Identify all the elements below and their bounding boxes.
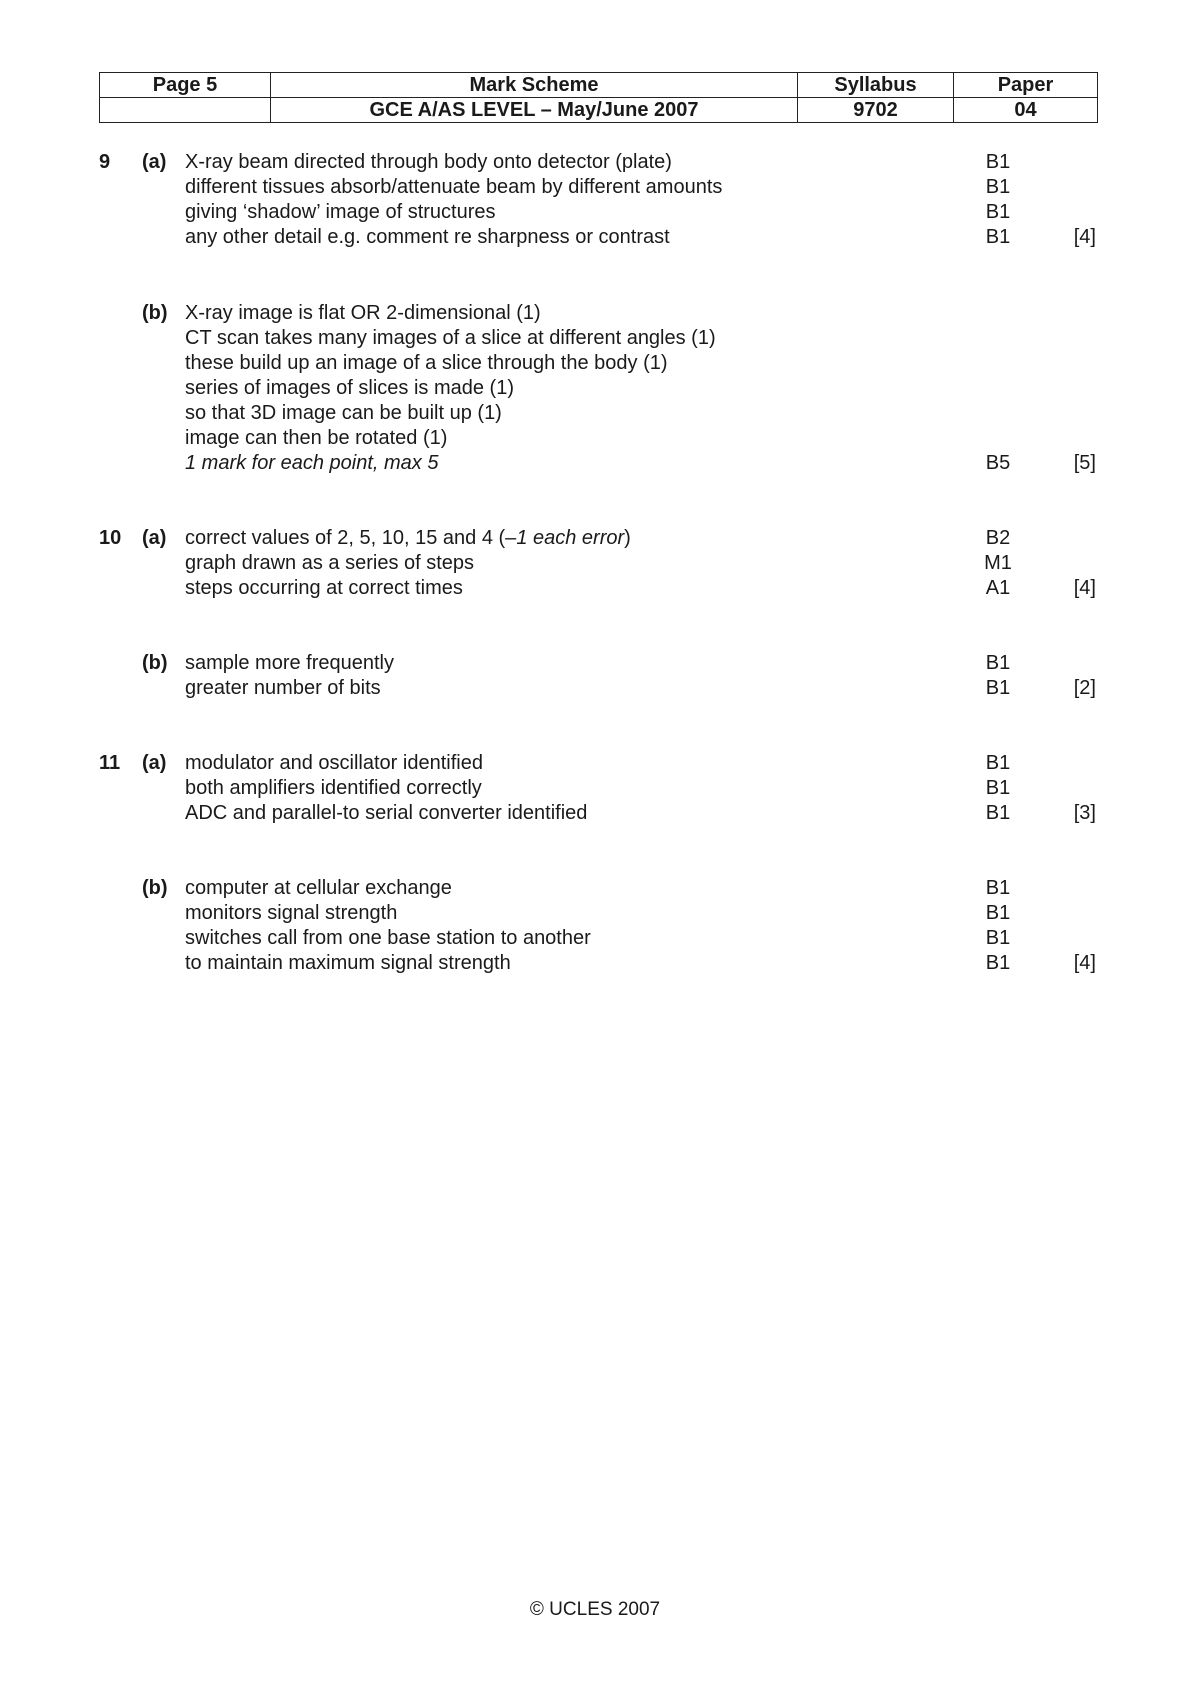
answer-text: 1 mark for each point, max 5 xyxy=(185,452,439,474)
scheme-line xyxy=(0,325,1190,351)
scheme-line xyxy=(0,300,1190,326)
page-number: Page 5 xyxy=(100,73,271,98)
answer-text: image can then be rotated (1) xyxy=(185,427,448,449)
answer-text: these build up an image of a slice through the body (1) xyxy=(185,352,668,374)
scheme-line xyxy=(0,950,1190,976)
question-part: (b) xyxy=(142,652,168,674)
mark-code: B1 xyxy=(985,652,1011,674)
question-number: 11 xyxy=(99,752,121,774)
answer-text: computer at cellular exchange xyxy=(185,877,452,899)
question-number: 9 xyxy=(99,151,111,173)
mark-code: B1 xyxy=(985,802,1011,824)
scheme-line xyxy=(0,174,1190,200)
question-part: (a) xyxy=(142,151,167,173)
mark-code: B1 xyxy=(985,201,1011,223)
scheme-line xyxy=(0,350,1190,376)
mark-code: B1 xyxy=(985,677,1011,699)
mark-code: B1 xyxy=(985,176,1011,198)
syllabus-label: Syllabus xyxy=(798,73,954,98)
header-blank-cell xyxy=(100,98,271,123)
answer-text-italic: 1 each error xyxy=(516,527,625,549)
answer-text: modulator and oscillator identified xyxy=(185,752,483,774)
answer-text: to maintain maximum signal strength xyxy=(185,952,511,974)
scheme-line xyxy=(0,199,1190,225)
mark-code: A1 xyxy=(985,577,1011,599)
mark-code: B1 xyxy=(985,777,1011,799)
header-row xyxy=(100,98,1098,123)
scheme-line xyxy=(0,400,1190,426)
mark-code: B1 xyxy=(985,877,1011,899)
answer-text xyxy=(185,525,631,551)
answer-text: different tissues absorb/attenuate beam by different amounts xyxy=(185,176,723,198)
answer-text: steps occurring at correct times xyxy=(185,577,463,599)
mark-code: B1 xyxy=(985,151,1011,173)
scheme-line xyxy=(0,550,1190,576)
mark-code: B1 xyxy=(985,927,1011,949)
scheme-line xyxy=(0,575,1190,601)
document-title: Mark Scheme xyxy=(271,73,798,98)
question-part: (a) xyxy=(142,527,167,549)
scheme-line xyxy=(0,775,1190,801)
scheme-line xyxy=(0,525,1190,551)
exam-session: GCE A/AS LEVEL – May/June 2007 xyxy=(271,98,798,123)
answer-text: X-ray beam directed through body onto detector (plate) xyxy=(185,151,672,173)
mark-code: M1 xyxy=(984,552,1012,574)
copyright-footer: © UCLES 2007 xyxy=(529,1599,661,1620)
mark-total: [4] xyxy=(1073,226,1096,248)
scheme-line xyxy=(0,675,1190,701)
mark-total: [4] xyxy=(1073,952,1096,974)
syllabus-code: 9702 xyxy=(798,98,954,123)
scheme-line xyxy=(0,149,1190,175)
mark-code: B1 xyxy=(985,226,1011,248)
mark-code: B5 xyxy=(985,452,1011,474)
scheme-line xyxy=(0,875,1190,901)
question-number: 10 xyxy=(99,527,122,549)
answer-text: both amplifiers identified correctly xyxy=(185,777,482,799)
answer-text: CT scan takes many images of a slice at different angles (1) xyxy=(185,327,716,349)
mark-code: B1 xyxy=(985,902,1011,924)
answer-text: series of images of slices is made (1) xyxy=(185,377,515,399)
mark-code: B1 xyxy=(985,952,1011,974)
scheme-line xyxy=(0,900,1190,926)
answer-text: giving ‘shadow’ image of structures xyxy=(185,201,496,223)
answer-text: any other detail e.g. comment re sharpness or contrast xyxy=(185,226,670,248)
question-part: (b) xyxy=(142,877,168,899)
scheme-line xyxy=(0,800,1190,826)
answer-text: switches call from one base station to another xyxy=(185,927,591,949)
mark-total: [3] xyxy=(1073,802,1096,824)
answer-text: graph drawn as a series of steps xyxy=(185,552,475,574)
header-table xyxy=(99,72,1098,123)
answer-text: so that 3D image can be built up (1) xyxy=(185,402,502,424)
paper-number: 04 xyxy=(954,98,1098,123)
question-part: (b) xyxy=(142,302,168,324)
paper-label: Paper xyxy=(954,73,1098,98)
mark-total: [2] xyxy=(1073,677,1096,699)
answer-text-part: ) xyxy=(624,527,631,549)
scheme-line xyxy=(0,450,1190,476)
scheme-line xyxy=(0,925,1190,951)
scheme-line xyxy=(0,650,1190,676)
answer-text-part: correct values of 2, 5, 10, 15 and 4 (– xyxy=(185,527,517,549)
mark-total: [5] xyxy=(1073,452,1096,474)
answer-text: X-ray image is flat OR 2-dimensional (1) xyxy=(185,302,541,324)
mark-total: [4] xyxy=(1073,577,1096,599)
scheme-line xyxy=(0,375,1190,401)
mark-code: B1 xyxy=(985,752,1011,774)
question-part: (a) xyxy=(142,752,167,774)
scheme-line xyxy=(0,224,1190,250)
answer-text: greater number of bits xyxy=(185,677,381,699)
answer-text: ADC and parallel-to serial converter identified xyxy=(185,802,588,824)
scheme-line xyxy=(0,750,1190,776)
answer-text: sample more frequently xyxy=(185,652,394,674)
header-row xyxy=(100,73,1098,98)
mark-code: B2 xyxy=(985,527,1011,549)
scheme-line xyxy=(0,425,1190,451)
answer-text: monitors signal strength xyxy=(185,902,398,924)
